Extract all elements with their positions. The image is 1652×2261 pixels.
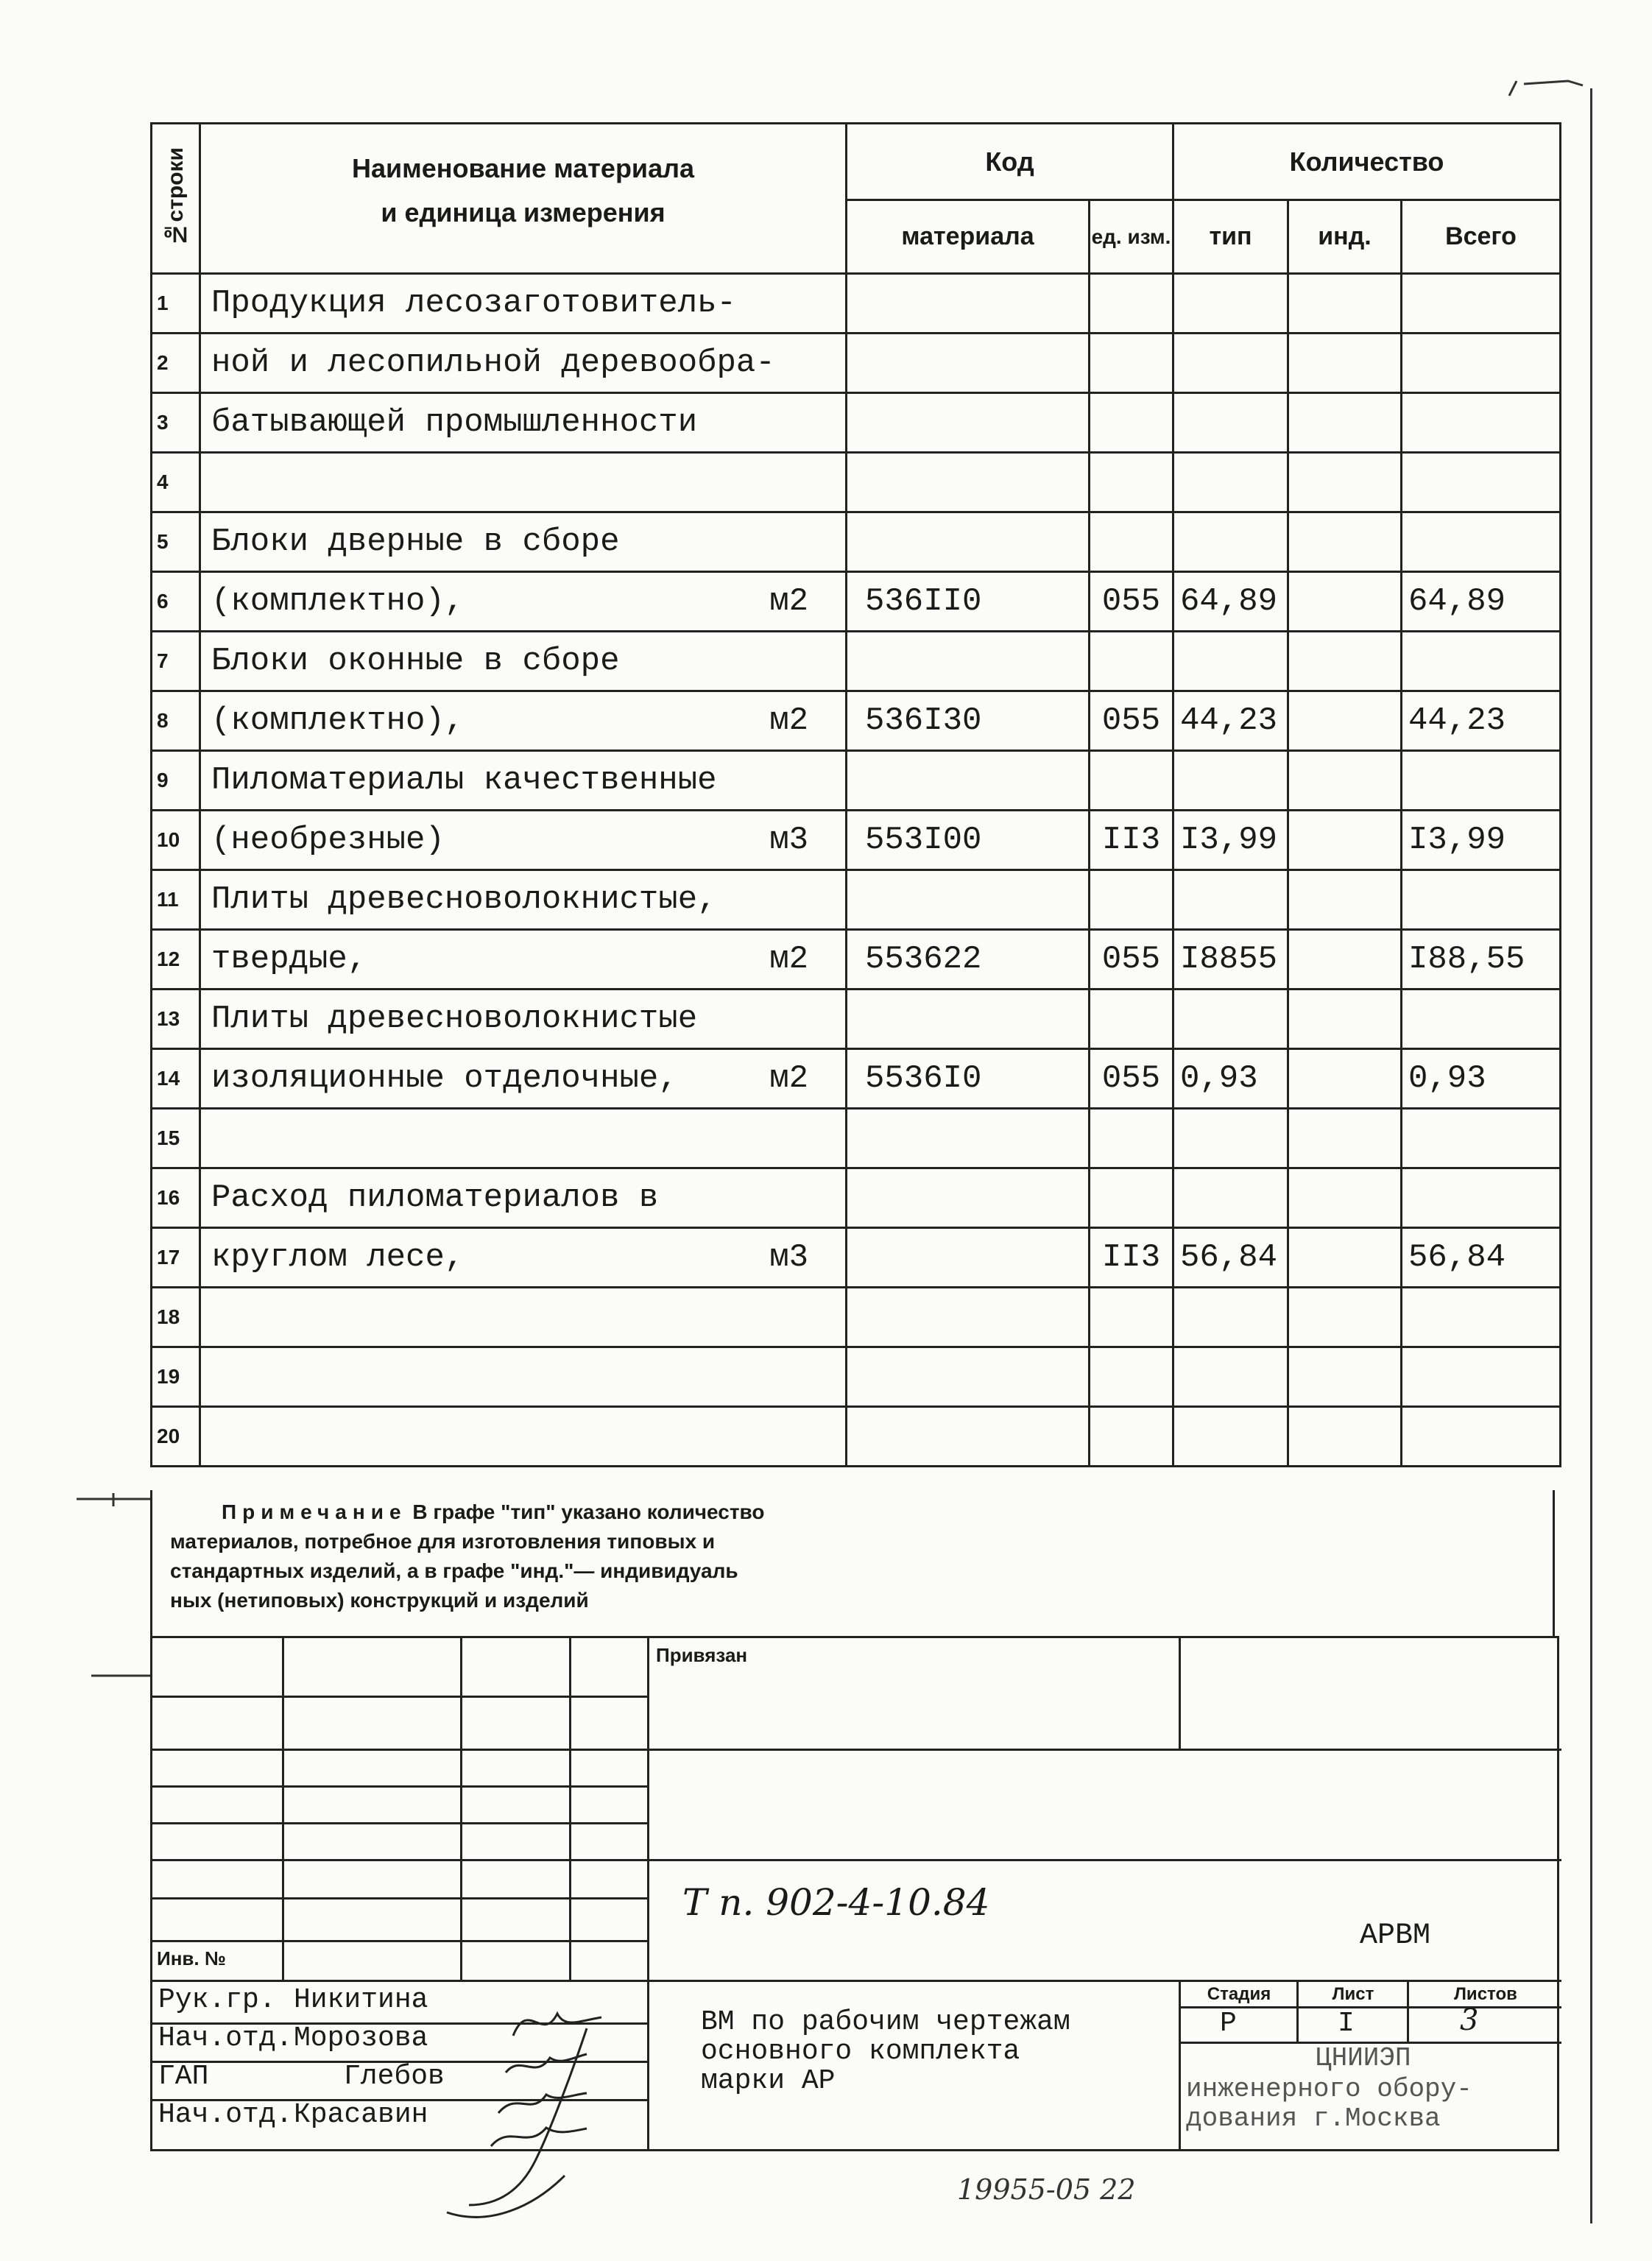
material-text: круглом лесе, — [211, 1239, 465, 1276]
material-text: Пиломатериалы качественные — [211, 762, 717, 799]
material-name — [200, 1109, 847, 1168]
row-number: 11 — [152, 870, 200, 930]
qty-ind — [1288, 870, 1402, 930]
qty-ind — [1288, 930, 1402, 990]
tb-grid-line — [152, 1696, 647, 1698]
row-number: 17 — [152, 1228, 200, 1288]
qty-ind — [1288, 751, 1402, 811]
qty-ind — [1288, 334, 1402, 393]
qty-total — [1402, 632, 1561, 691]
material-name — [200, 393, 847, 453]
material-name — [200, 1288, 847, 1347]
qty-type — [1173, 453, 1288, 512]
signer-role: ГАП — [158, 2061, 209, 2092]
note-text-1: В графе "тип" указано количество — [406, 1500, 765, 1523]
qty-total — [1402, 870, 1561, 930]
row-number: 1 — [152, 274, 200, 334]
qty-ind — [1288, 1049, 1402, 1109]
material-code: 536II0 — [847, 572, 1090, 632]
material-code — [847, 1288, 1090, 1347]
material-name — [200, 990, 847, 1049]
table-row — [152, 990, 1561, 1049]
qty-total: 64,89 — [1402, 572, 1561, 632]
unit-code: 055 — [1090, 1049, 1173, 1109]
material-code — [847, 393, 1090, 453]
qty-total: I88,55 — [1402, 930, 1561, 990]
signer-role: Нач.отд. — [158, 2022, 293, 2054]
qty-total — [1402, 1109, 1561, 1168]
material-code — [847, 512, 1090, 572]
material-name — [200, 751, 847, 811]
unit-code — [1090, 751, 1173, 811]
qty-total — [1402, 393, 1561, 453]
row-number: 2 — [152, 334, 200, 393]
table-row — [152, 334, 1561, 393]
table-row — [152, 512, 1561, 572]
table-row — [152, 632, 1561, 691]
unit-code — [1090, 990, 1173, 1049]
org-line-3: дования г.Москва — [1186, 2103, 1441, 2134]
sheets-value: 3 — [1460, 2003, 1479, 2037]
qty-type — [1173, 393, 1288, 453]
signer-name: Глебов — [344, 2061, 445, 2092]
material-code — [847, 453, 1090, 512]
row-number: 4 — [152, 453, 200, 512]
footer-number: 19955-05 22 — [957, 2173, 1136, 2206]
unit-code — [1090, 453, 1173, 512]
material-text: (необрезные) — [211, 822, 445, 858]
table-row — [152, 393, 1561, 453]
tb-grid-line — [1407, 1980, 1409, 2042]
qty-type: I3,99 — [1173, 811, 1288, 870]
table-row — [152, 811, 1561, 870]
material-name — [200, 1228, 847, 1288]
row-number: 3 — [152, 393, 200, 453]
unit-code — [1090, 512, 1173, 572]
tb-grid-line — [282, 1638, 284, 1982]
note-block — [150, 1490, 1555, 1636]
unit-code — [1090, 1109, 1173, 1168]
qty-type — [1173, 990, 1288, 1049]
row-number: 5 — [152, 512, 200, 572]
signatures-drawing — [476, 1984, 668, 2220]
material-text: твердые, — [211, 941, 367, 978]
material-text: изоляционные отделочные, — [211, 1060, 678, 1097]
qty-ind — [1288, 1168, 1402, 1228]
unit-text: м2 — [769, 941, 808, 978]
table-row — [152, 1109, 1561, 1168]
header-rownum: №строки — [152, 124, 200, 274]
material-name — [200, 691, 847, 751]
qty-type — [1173, 1288, 1288, 1347]
table-row — [152, 691, 1561, 751]
table-row — [152, 274, 1561, 334]
qty-total — [1402, 512, 1561, 572]
material-name — [200, 1168, 847, 1228]
corner-mark — [1502, 74, 1590, 103]
unit-code — [1090, 870, 1173, 930]
qty-ind — [1288, 1109, 1402, 1168]
table-row — [152, 1347, 1561, 1407]
materials-table — [150, 122, 1561, 1467]
tb-grid-line — [1179, 1980, 1181, 2151]
qty-ind — [1288, 691, 1402, 751]
qty-ind — [1288, 512, 1402, 572]
material-code — [847, 334, 1090, 393]
material-code — [847, 990, 1090, 1049]
qty-ind — [1288, 1347, 1402, 1407]
row-number: 14 — [152, 1049, 200, 1109]
unit-text: м2 — [769, 1060, 808, 1097]
signer-role: Рук.гр. — [158, 1984, 276, 2016]
bound-label: Привязан — [656, 1644, 748, 1666]
unit-text: м3 — [769, 1239, 808, 1276]
tb-grid-line — [152, 1859, 1561, 1861]
header-qty-ind: инд. — [1288, 200, 1402, 274]
qty-total — [1402, 1288, 1561, 1347]
qty-total: I3,99 — [1402, 811, 1561, 870]
header-code-unit: ед. изм. — [1090, 200, 1173, 274]
material-code — [847, 870, 1090, 930]
tb-grid-line — [460, 1638, 462, 1982]
material-name — [200, 632, 847, 691]
qty-type: I8855 — [1173, 930, 1288, 990]
table-row — [152, 751, 1561, 811]
header-code-material: материала — [847, 200, 1090, 274]
tb-grid-line — [152, 1785, 647, 1788]
tb-grid-line — [152, 1940, 647, 1942]
tb-grid-line — [569, 1638, 571, 1982]
sheet-value: I — [1338, 2008, 1355, 2039]
row-number: 19 — [152, 1347, 200, 1407]
table-row — [152, 453, 1561, 512]
unit-code — [1090, 393, 1173, 453]
material-text: Плиты древесноволокнистые, — [211, 881, 717, 918]
qty-type — [1173, 274, 1288, 334]
row-number: 8 — [152, 691, 200, 751]
qty-type: 44,23 — [1173, 691, 1288, 751]
material-name — [200, 930, 847, 990]
qty-total — [1402, 751, 1561, 811]
header-qty-type: тип — [1173, 200, 1288, 274]
document-sheet — [150, 122, 1559, 2156]
qty-type — [1173, 1407, 1288, 1467]
row-number: 7 — [152, 632, 200, 691]
stage-value: Р — [1220, 2008, 1237, 2039]
qty-total — [1402, 1347, 1561, 1407]
table-row — [152, 870, 1561, 930]
qty-ind — [1288, 1407, 1402, 1467]
material-name — [200, 453, 847, 512]
qty-total — [1402, 1407, 1561, 1467]
row-number: 15 — [152, 1109, 200, 1168]
qty-total: 56,84 — [1402, 1228, 1561, 1288]
material-code: 536I30 — [847, 691, 1090, 751]
qty-type — [1173, 1109, 1288, 1168]
material-text: Блоки дверные в сборе — [211, 523, 620, 560]
row-number: 18 — [152, 1288, 200, 1347]
material-code: 553622 — [847, 930, 1090, 990]
table-row — [152, 930, 1561, 990]
material-text: (комплектно), — [211, 702, 465, 739]
stage-label: Стадия — [1207, 1984, 1271, 2004]
material-code — [847, 751, 1090, 811]
doc-title-2: основного комплекта — [701, 2036, 1020, 2067]
right-margin-line — [1590, 88, 1592, 2223]
qty-type — [1173, 632, 1288, 691]
row-number: 20 — [152, 1407, 200, 1467]
material-name — [200, 274, 847, 334]
qty-total — [1402, 453, 1561, 512]
material-name — [200, 811, 847, 870]
material-code — [847, 1407, 1090, 1467]
qty-total — [1402, 274, 1561, 334]
material-text: батывающей промышленности — [211, 404, 698, 441]
material-code — [847, 274, 1090, 334]
header-code: Код — [847, 124, 1173, 200]
row-number: 13 — [152, 990, 200, 1049]
qty-ind — [1288, 1228, 1402, 1288]
tb-grid-line — [152, 1980, 1561, 1982]
sheet-label: Лист — [1332, 1984, 1374, 2004]
qty-type: 64,89 — [1173, 572, 1288, 632]
material-text: Блоки оконные в сборе — [211, 643, 620, 680]
qty-type: 56,84 — [1173, 1228, 1288, 1288]
unit-code — [1090, 1168, 1173, 1228]
material-text: Расход пиломатериалов в — [211, 1179, 659, 1216]
qty-ind — [1288, 274, 1402, 334]
tb-grid-line — [152, 1822, 647, 1824]
header-quantity: Количество — [1173, 124, 1561, 200]
table-row — [152, 1049, 1561, 1109]
note-text-2: материалов, потребное для изготовления типовых и — [170, 1530, 716, 1553]
material-code: 553I00 — [847, 811, 1090, 870]
qty-total: 44,23 — [1402, 691, 1561, 751]
note-text-4: ных (нетиповых) конструкций и изделий — [170, 1589, 589, 1612]
note-lead: Примечание — [222, 1500, 407, 1523]
table-row — [152, 1407, 1561, 1467]
inv-label: Инв. № — [157, 1947, 226, 1969]
tb-grid-line — [152, 1749, 1561, 1751]
signer-name: Никитина — [294, 1984, 428, 2016]
row-number: 16 — [152, 1168, 200, 1228]
note-text-3: стандартных изделий, а в графе "инд."— индивидуаль — [170, 1559, 738, 1582]
qty-total — [1402, 990, 1561, 1049]
row-number: 6 — [152, 572, 200, 632]
qty-type: 0,93 — [1173, 1049, 1288, 1109]
header-name: Наименование материала и единица измерения — [200, 124, 847, 274]
material-text: Продукция лесозаготовитель- — [211, 285, 736, 322]
material-name — [200, 1347, 847, 1407]
material-code — [847, 632, 1090, 691]
material-code — [847, 1168, 1090, 1228]
qty-ind — [1288, 632, 1402, 691]
unit-code — [1090, 632, 1173, 691]
qty-ind — [1288, 811, 1402, 870]
signer-name: Морозова — [294, 2022, 428, 2054]
qty-ind — [1288, 572, 1402, 632]
material-code — [847, 1347, 1090, 1407]
material-name — [200, 572, 847, 632]
material-text: ной и лесопильной деревообра- — [211, 345, 775, 381]
unit-text: м2 — [769, 702, 808, 739]
unit-text: м2 — [769, 583, 808, 620]
signer-name: Красавин — [294, 2099, 428, 2131]
qty-type — [1173, 1347, 1288, 1407]
row-number: 12 — [152, 930, 200, 990]
title-block — [150, 1636, 1559, 2151]
unit-code: 055 — [1090, 930, 1173, 990]
org-line-2: инженерного обору- — [1186, 2074, 1472, 2104]
material-name — [200, 1049, 847, 1109]
unit-code: II3 — [1090, 1228, 1173, 1288]
qty-total: 0,93 — [1402, 1049, 1561, 1109]
material-code — [847, 1228, 1090, 1288]
unit-code — [1090, 334, 1173, 393]
unit-code — [1090, 1288, 1173, 1347]
unit-code: 055 — [1090, 691, 1173, 751]
material-name — [200, 870, 847, 930]
qty-type — [1173, 334, 1288, 393]
qty-type — [1173, 512, 1288, 572]
unit-code — [1090, 274, 1173, 334]
table-row — [152, 572, 1561, 632]
doc-title-3: марки АР — [701, 2065, 836, 2097]
project-code: Т п. 902-4-10.84 — [682, 1881, 990, 1924]
unit-code — [1090, 1347, 1173, 1407]
tb-grid-line — [1296, 1980, 1299, 2042]
tb-grid-line — [1179, 1638, 1181, 1749]
sheets-label: Листов — [1454, 1984, 1517, 2004]
table-row — [152, 1228, 1561, 1288]
binding-marks — [69, 1484, 150, 1793]
qty-type — [1173, 751, 1288, 811]
material-code: 5536I0 — [847, 1049, 1090, 1109]
header-qty-total: Всего — [1402, 200, 1561, 274]
qty-ind — [1288, 1288, 1402, 1347]
qty-type — [1173, 870, 1288, 930]
material-name — [200, 1407, 847, 1467]
qty-total — [1402, 1168, 1561, 1228]
unit-code: II3 — [1090, 811, 1173, 870]
row-number: 10 — [152, 811, 200, 870]
material-code — [847, 1109, 1090, 1168]
material-name — [200, 334, 847, 393]
material-text: (комплектно), — [211, 583, 465, 620]
tb-grid-line — [152, 1897, 647, 1900]
sheet-mark: АРВМ — [1360, 1919, 1431, 1953]
table-row — [152, 1288, 1561, 1347]
qty-total — [1402, 334, 1561, 393]
qty-ind — [1288, 990, 1402, 1049]
table-body — [152, 274, 1561, 1467]
unit-text: м3 — [769, 822, 808, 858]
unit-code — [1090, 1407, 1173, 1467]
qty-ind — [1288, 453, 1402, 512]
row-number: 9 — [152, 751, 200, 811]
material-text: Плиты древесноволокнистые — [211, 1001, 698, 1037]
unit-code: 055 — [1090, 572, 1173, 632]
doc-title-1: ВМ по рабочим чертежам — [701, 2006, 1070, 2038]
material-name — [200, 512, 847, 572]
qty-ind — [1288, 393, 1402, 453]
org-line-1: ЦНИИЭП — [1316, 2043, 1411, 2073]
signer-role: Нач.отд. — [158, 2099, 293, 2131]
table-row — [152, 1168, 1561, 1228]
qty-type — [1173, 1168, 1288, 1228]
